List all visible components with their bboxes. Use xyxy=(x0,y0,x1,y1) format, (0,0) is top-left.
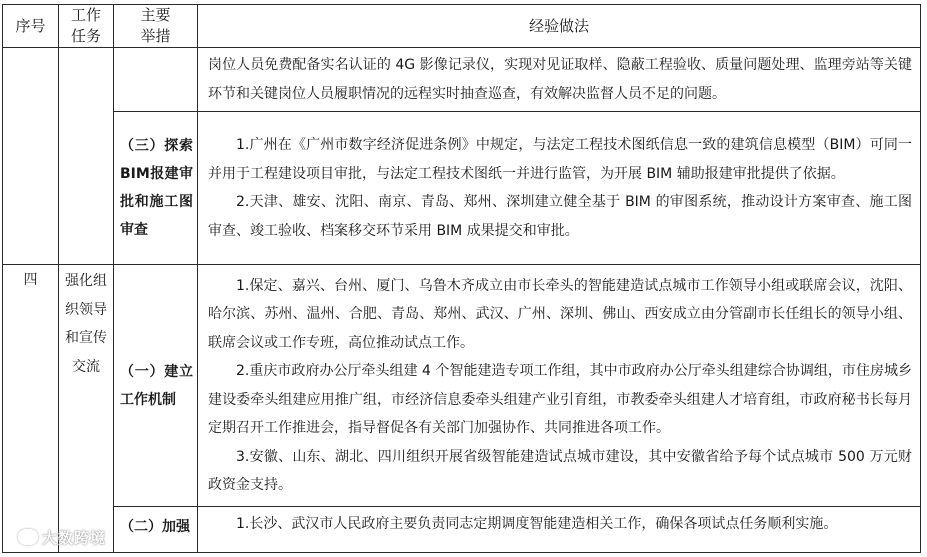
header-task: 工作任务 xyxy=(59,5,114,48)
experience-paragraph: 1.广州在《广州市数字经济促进条例》中规定，与法定工程技术图纸信息一致的建筑信息模型（BIM）可同一并用于工程建设项目审批，与法定工程技术图纸一并进行监管，为开展 BIM 辅助报建审批提供了依据。 xyxy=(208,137,912,182)
experience-paragraph: 1.长沙、武汉市人民政府主要负责同志定期调度智能建造相关工作，确保各项试点任务顺利实施。 xyxy=(236,516,838,532)
watermark-text: 大数跨境 xyxy=(42,529,107,547)
table-row xyxy=(3,265,921,507)
experience-cell xyxy=(198,48,921,112)
experience-cell xyxy=(198,507,921,553)
experience-paragraph: 2.重庆市政府办公厅牵头组建 4 个智能建造专项工作组，其中市政府办公厅牵头组建综合协调组，市住房城乡建设委牵头组建应用推广组，市经济信息委牵头组建产业引育组，市教委牵头组建人才培育组，市政府秘书长每月定期召开工作推进会，指导督促各有关部门加强协作、共同推进各项工作。 xyxy=(208,363,912,436)
measure-cell: （二）加强 xyxy=(114,507,198,553)
header-experience: 经验做法 xyxy=(198,5,921,48)
row-number: 四 xyxy=(3,265,59,553)
row-task-cell xyxy=(59,48,114,265)
task-cell: 强化组织领导和宣传交流 xyxy=(59,265,114,553)
experience-paragraph: 岗位人员免费配备实名认证的 4G 影像记录仪，实现对见证取样、隐蔽工程验收、质量问题处理、监理旁站等关键环节和关键岗位人员履职情况的远程实时抽查巡查，有效解决监督人员不足的问题。 xyxy=(208,57,912,102)
measure-cell: （一）建立工作机制 xyxy=(114,265,198,507)
experience-paragraph: 1.保定、嘉兴、台州、厦门、乌鲁木齐成立由市长牵头的智能建造试点城市工作领导小组或联席会议，沈阳、哈尔滨、苏州、温州、合肥、青岛、郑州、武汉、广州、深圳、佛山、西安成立由分管副市长任组长的领导小组、联席会议或工作专班，高位推动试点工作。 xyxy=(208,277,912,351)
chat-bubble-icon xyxy=(18,529,38,545)
header-measure: 主要举措 xyxy=(114,5,198,48)
table-header-row xyxy=(3,5,921,48)
table-row xyxy=(3,112,921,265)
table-row xyxy=(3,507,921,553)
experience-table xyxy=(2,4,921,553)
experience-paragraph: 2.天津、雄安、沈阳、南京、青岛、郑州、深圳建立健全基于 BIM 的审图系统，推动设计方案审查、施工图审查、竣工验收、档案移交环节采用 BIM 成果提交和审批。 xyxy=(208,194,912,239)
experience-cell xyxy=(198,265,921,507)
table-row xyxy=(3,48,921,112)
experience-cell xyxy=(198,112,921,265)
row-measure-cell xyxy=(114,48,198,112)
measure-cell: （三）探索BIM报建审批和施工图审查 xyxy=(114,112,198,265)
experience-paragraph: 3.安徽、山东、湖北、四川组织开展省级智能建造试点城市建设，其中安徽省给予每个试点城市 500 万元财政资金支持。 xyxy=(208,448,912,493)
watermark xyxy=(18,527,106,548)
row-no-cell xyxy=(3,48,59,265)
header-no: 序号 xyxy=(3,5,59,48)
